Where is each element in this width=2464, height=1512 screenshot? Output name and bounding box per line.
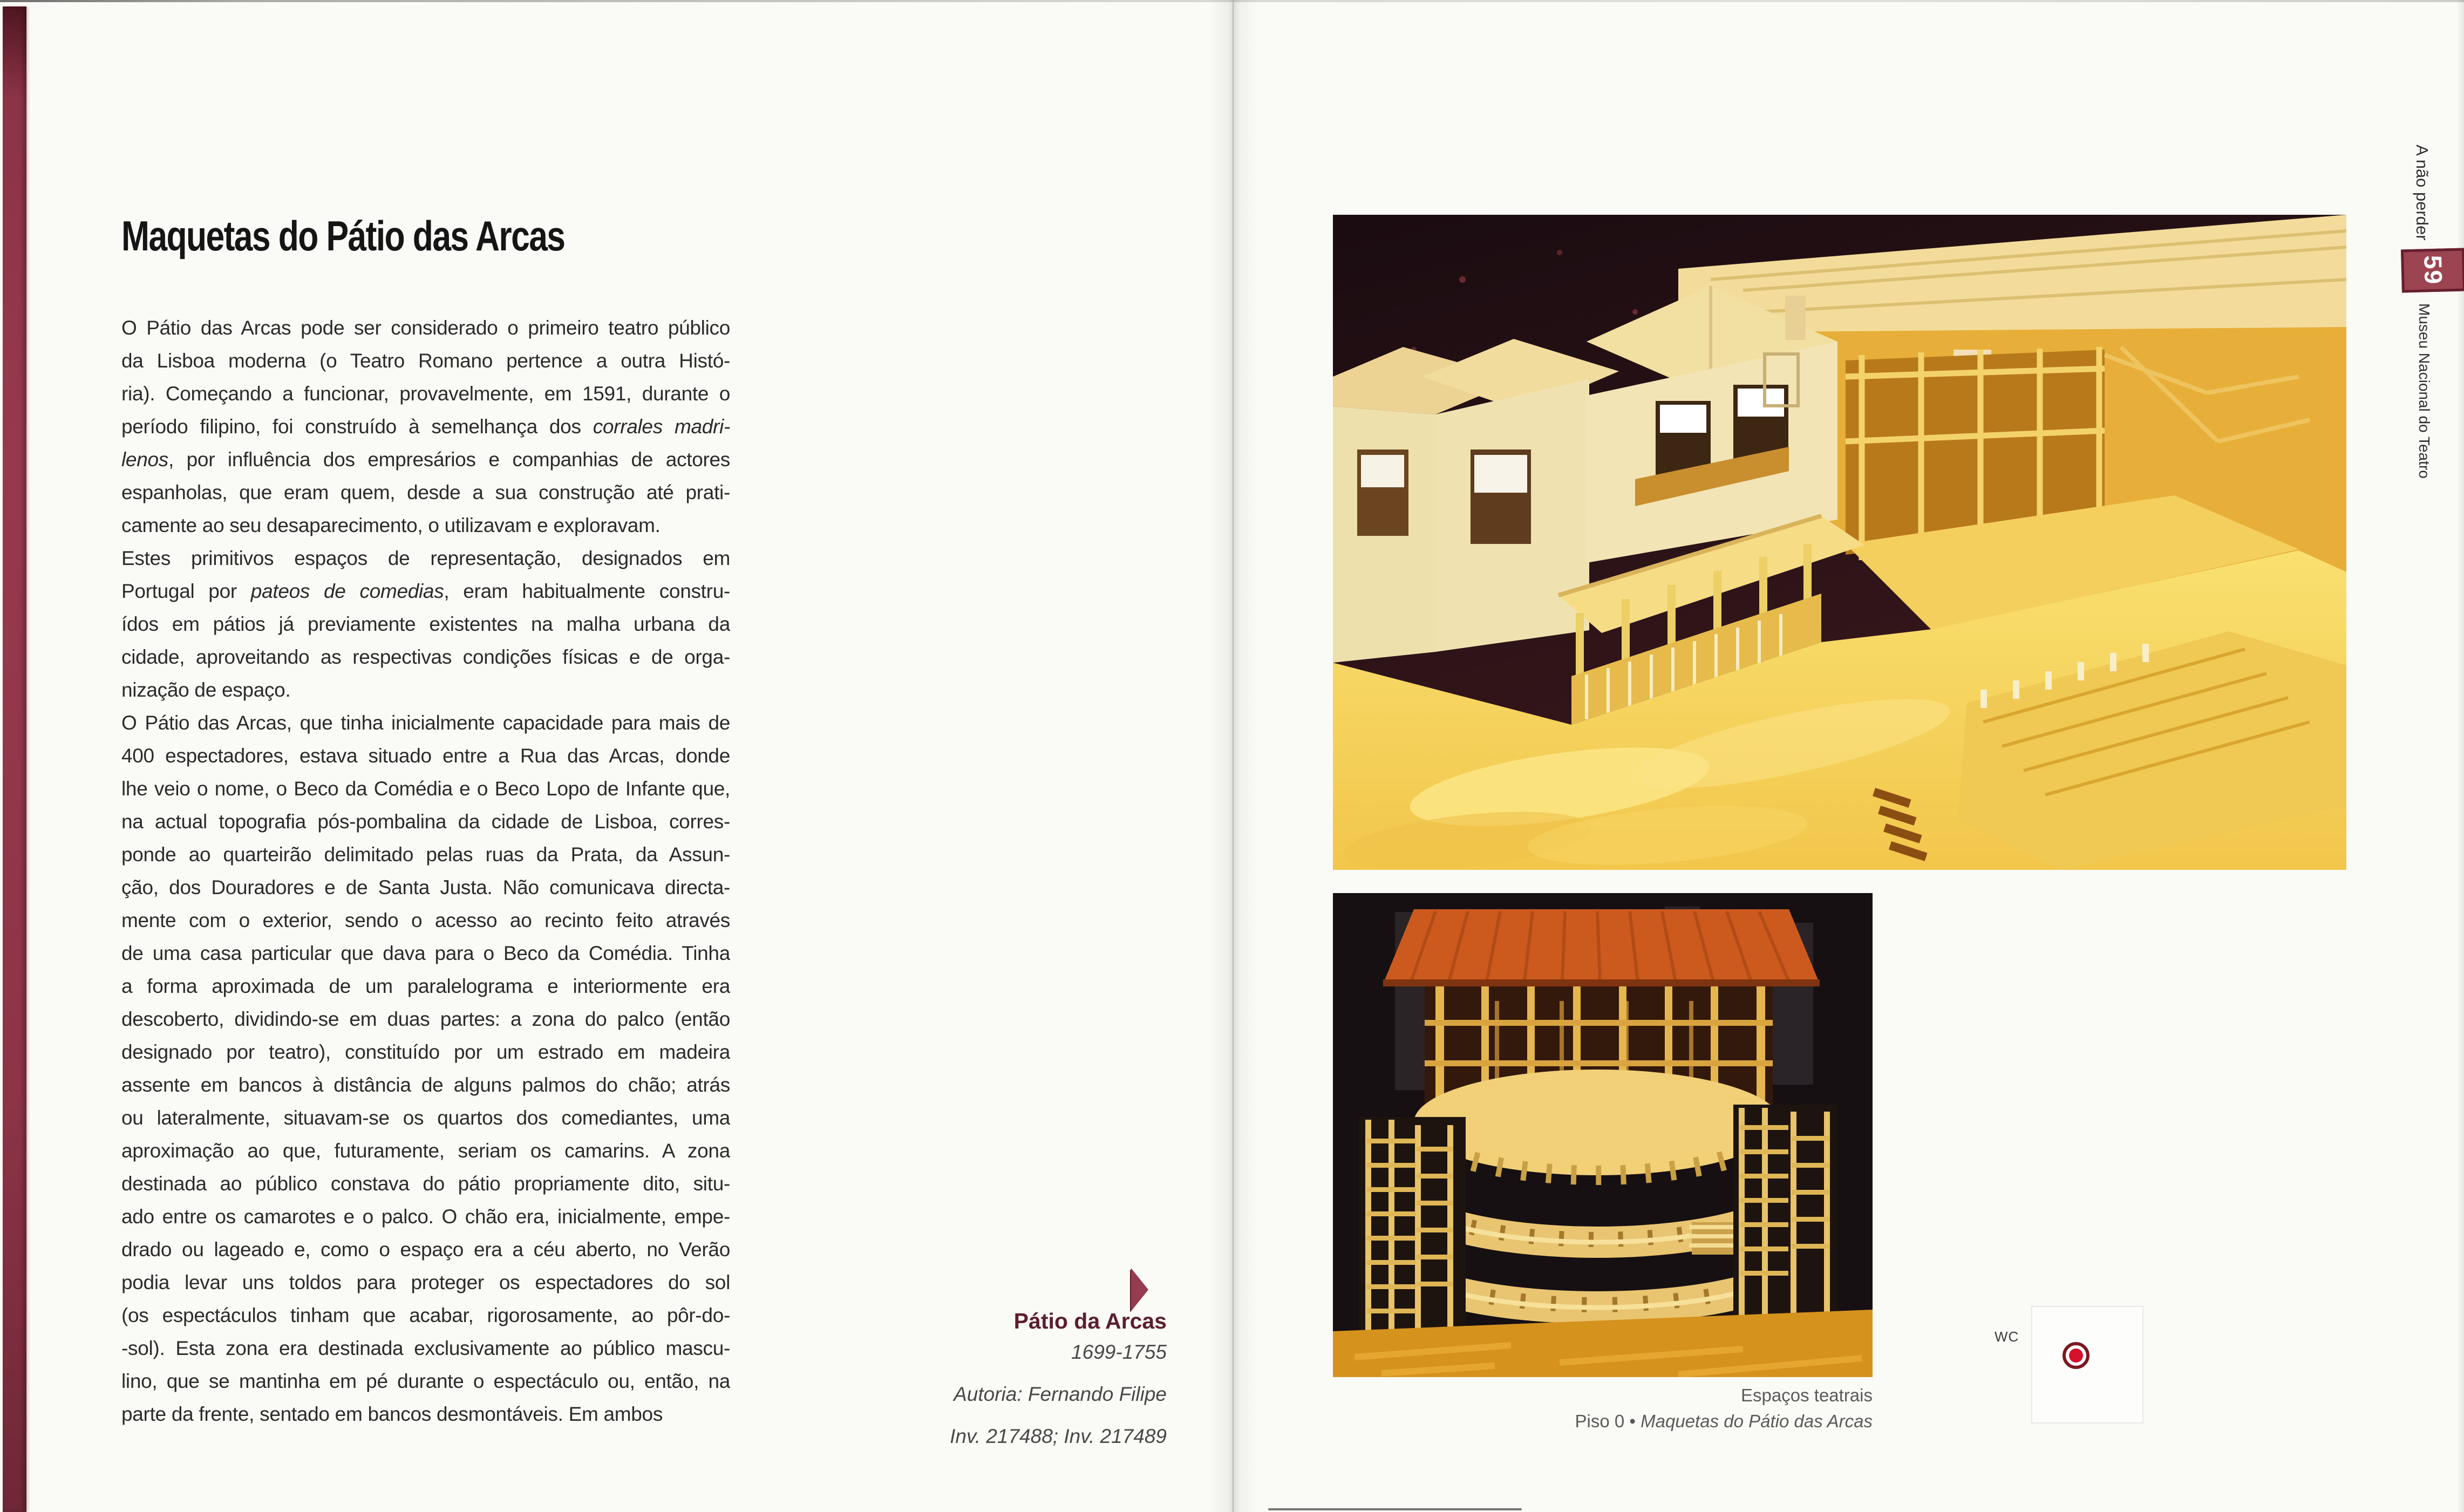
body-text-line: designado por teatro), constituído por um estrado em madeira bbox=[121, 1041, 730, 1063]
body-text-line: ria). Começando a funcionar, provavelmente, em 1591, durante o bbox=[121, 383, 730, 405]
body-text-line: -sol). Esta zona era destinada exclusivamente ao público mascu- bbox=[121, 1337, 730, 1359]
page-number: 59 bbox=[2419, 255, 2448, 286]
body-text-line: lhe veio o nome, o Beco da Comédia e o Beco Lopo de Infante que, bbox=[121, 778, 730, 800]
body-text-line: mente com o exterior, sendo o acesso ao recinto feito através bbox=[121, 909, 730, 931]
body-text-line: 400 espectadores, estava situado entre a Rua das Arcas, donde bbox=[121, 745, 730, 767]
body-text-line: nização de espaço. bbox=[121, 679, 291, 701]
body-text-line: ado entre os camarotes e o palco. O chão era, inicialmente, empe- bbox=[121, 1205, 730, 1228]
floor-plan-wc-label: WC bbox=[1995, 1329, 2019, 1345]
photo-caption-line2 bbox=[1333, 1408, 1873, 1434]
body-text-line: Portugal por pateos de comedias, eram habitualmente constru- bbox=[121, 580, 730, 602]
photo-caption bbox=[1333, 1382, 1873, 1434]
caption-inventory: Inv. 217488; Inv. 217489 bbox=[950, 1425, 1167, 1447]
body-text-line: camente ao seu desaparecimento, o utilizavam e exploravam. bbox=[121, 514, 661, 536]
sidebar-museum-label: Museu Nacional do Teatro bbox=[2416, 303, 2433, 479]
body-text-line: lenos, por influência dos empresários e companhias de actores bbox=[121, 448, 730, 471]
location-marker-dot bbox=[2069, 1348, 2083, 1363]
body-text-line: aproximação ao que, futuramente, seriam os camarins. A zona bbox=[121, 1140, 730, 1162]
page-number-box bbox=[2401, 248, 2464, 292]
photo-model-theatre bbox=[1333, 893, 1873, 1377]
page-title: Maquetas do Pátio das Arcas bbox=[121, 212, 565, 260]
body-text-line: Estes primitivos espaços de representação, designados em bbox=[121, 547, 730, 569]
caption-block bbox=[691, 1308, 1167, 1454]
body-text-line: drado ou lageado e, como o espaço era a céu aberto, no Verão bbox=[121, 1238, 730, 1261]
body-text-line: destinada ao público constava do pátio propriamente dito, situ- bbox=[121, 1173, 730, 1195]
caption-title: Pátio da Arcas bbox=[1013, 1309, 1167, 1333]
location-marker-icon bbox=[2063, 1342, 2089, 1369]
body-text-line: lino, que se mantinha em pé durante o espectáculo ou, então, na bbox=[121, 1370, 730, 1392]
page-gutter-shadow bbox=[1209, 0, 1258, 1512]
caption-date: 1699-1755 bbox=[1071, 1341, 1167, 1363]
body-text-line: descoberto, dividindo-se em duas partes: a zona do palco (então bbox=[121, 1008, 730, 1030]
body-text-line: ou lateralmente, situavam-se os quartos dos comediantes, uma bbox=[121, 1107, 730, 1129]
body-text-line: parte da frente, sentado em bancos desmontáveis. Em ambos bbox=[121, 1403, 663, 1425]
body-text-line: ponde ao quarteirão delimitado pelas ruas da Prata, da Assun- bbox=[121, 843, 730, 866]
body-text-line: espanholas, que eram quem, desde a sua construção até prati- bbox=[121, 481, 730, 503]
body-text bbox=[121, 311, 730, 1431]
body-text-line: ídos em pátios já previamente existentes na malha urbana da bbox=[121, 613, 730, 635]
body-text-line: assente em bancos à distância de alguns palmos do chão; atrás bbox=[121, 1074, 730, 1096]
body-text-line: a forma aproximada de um paralelograma e interiormente era bbox=[121, 975, 730, 997]
caption-author: Autoria: Fernando Filipe bbox=[954, 1383, 1167, 1405]
floor-plan-fragment bbox=[2031, 1306, 2143, 1424]
page-gutter-line bbox=[1233, 0, 1234, 1512]
photo-caption-line1: Espaços teatrais bbox=[1741, 1385, 1873, 1405]
body-text-line: O Pátio das Arcas pode ser considerado o primeiro teatro público bbox=[121, 317, 730, 339]
body-text-line: da Lisboa moderna (o Teatro Romano pertence a outra Histó- bbox=[121, 350, 730, 372]
body-text-line: ção, dos Douradores e de Santa Justa. Não comunicava directa- bbox=[121, 876, 730, 898]
page-right-edge bbox=[2456, 0, 2464, 1512]
body-text-line: na actual topografia pós-pombalina da cidade de Lisboa, corres- bbox=[121, 811, 730, 833]
body-text-line: cidade, aproveitando as respectivas condições físicas e de orga- bbox=[121, 646, 730, 668]
sidebar-section-label: A não perder bbox=[2413, 145, 2432, 241]
body-text-line: período filipino, foi construído à semelhança dos corrales madri- bbox=[121, 416, 730, 438]
body-text-line: podia levar uns toldos para proteger os espectadores do sol bbox=[121, 1271, 730, 1293]
body-text-line: O Pátio das Arcas, que tinha inicialmente capacidade para mais de bbox=[121, 712, 730, 734]
body-text-line: de uma casa particular que dava para o Beco da Comédia. Tinha bbox=[121, 942, 730, 964]
page-bottom-edge bbox=[1268, 1508, 1522, 1510]
photo-caption-line2-prefix: Piso 0 • bbox=[1575, 1411, 1641, 1431]
photo-caption-line2-title: Maquetas do Pátio das Arcas bbox=[1641, 1411, 1873, 1431]
caption-marker-triangle-icon bbox=[1131, 1268, 1148, 1311]
photo-model-courtyard bbox=[1333, 215, 2346, 870]
body-text-line: (os espectáculos tinham que acabar, rigorosamente, ao pôr-do- bbox=[121, 1304, 730, 1326]
binding-strip bbox=[3, 6, 26, 1512]
